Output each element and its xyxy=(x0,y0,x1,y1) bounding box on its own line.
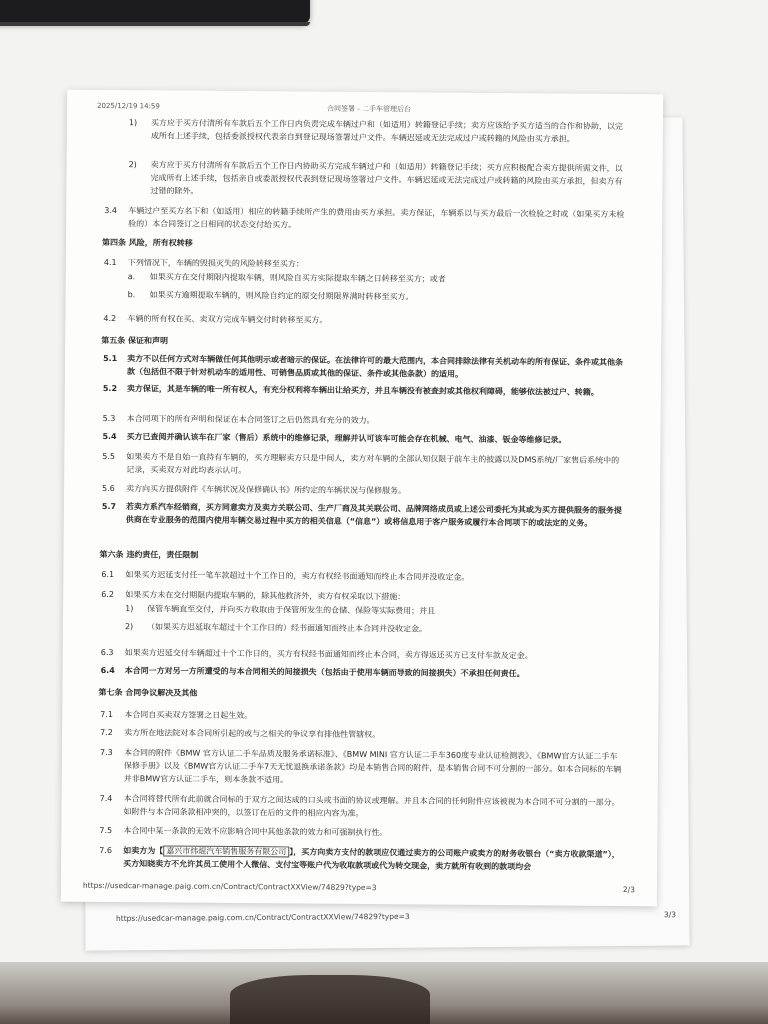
section-heading: 第七条 合同争议解决及其他 xyxy=(98,687,198,698)
print-datetime: 2025/12/19 14:59 xyxy=(97,101,160,111)
clause-number: 7.6 xyxy=(99,845,112,856)
clause-text: 如果卖方迟延交付车辆超过十个工作日的，买方有权经书面通知而终止本合同，卖方得返还买方已支付车款及定金。 xyxy=(124,648,533,661)
clause-number: 6.3 xyxy=(100,647,114,658)
clause-number: 7.5 xyxy=(99,825,113,836)
clause-text: 本合同中某一条款的无效不应影响合同中其他条款的效力和可强制执行性。 xyxy=(123,826,388,838)
clause-number: 5.5 xyxy=(102,451,116,462)
clause-text: 如果买方在交付期限内提取车辆，则风险自买方实际提取车辆之日转移至买方；或者 xyxy=(149,272,446,284)
clause-text: 本合同一方对另一方所遭受的与本合同相关的间接损失（包括由于使用车辆而导致的间接损失）不承担任何责任。 xyxy=(124,666,525,679)
print-footer xyxy=(83,881,635,894)
item-number: a. xyxy=(127,272,136,282)
clause-text: 本合同将替代所有此前就合同标的于双方之间达成的口头或书面的协议或理解。并且本合同的任何附件应该被视为本合同不可分割的一部分。如附件与本合同条款相冲突的，以签订在后的文件的相应内容为准。 xyxy=(123,794,620,819)
clause-text: 卖方保证，其是车辆的唯一所有权人，有充分权利将车辆出让给买方，并且车辆没有被查封或其他权利障碍，能够依法被过户、转籍。 xyxy=(126,384,599,397)
clause-number: 5.7 xyxy=(101,501,117,512)
clause-text-end: 】，买方向卖方支付的款项应仅通过卖方的公司账户或卖方的财务收银台（“卖方收款渠道”），买方知晓卖方不允许其员工使用个人微信、支付宝等账户代为收取款项或代为转交现金，卖方就所有收到的款项均会 xyxy=(123,847,620,872)
clause-number: 3.4 xyxy=(104,205,118,216)
clause-number: 7.4 xyxy=(99,793,113,804)
clause-text: 卖方所在地法院对本合同所引起的或与之相关的争议享有排他性管辖权。 xyxy=(124,728,381,740)
clause-text: 卖方向买方提供附件《车辆状况及保修确认书》所约定的车辆状况与保修服务。 xyxy=(126,484,407,496)
clause-text: 如果买方逾期提取车辆的，则风险自约定的原交付期限界满时转移至买方。 xyxy=(149,290,414,302)
clause-number: 6.2 xyxy=(101,589,115,600)
item-number: 2) xyxy=(128,160,137,170)
clause-text: 如果买方迟延支付任一笔车款超过十个工作日的，卖方有权经书面通知而终止本合同并没收定金。 xyxy=(125,570,470,582)
section-heading: 第四条 风险，所有权转移 xyxy=(101,237,193,248)
print-header xyxy=(97,102,633,114)
item-number: 1) xyxy=(125,604,134,614)
clause-text: 下列情况下，车辆的毁损灭失的风险转移至买方： xyxy=(127,258,304,269)
clause-text: 如果买方未在交付期限内提取车辆的，除其他救济外，卖方有权采取以下措施： xyxy=(125,590,406,602)
clause-number: 5.2 xyxy=(102,383,118,394)
clause-text: 买方应于买方付清所有车款后五个工作日内负责完成车辆过户和（如适用）转籍登记手续；卖方应该给予买方适当的合作和协助，以完成所有上述手续，包括委派授权代表亲自到登记现场签署过户文件。车辆迟延或无法完成过户或转籍的风险由买方承担。 xyxy=(150,118,623,144)
company-name-box: 嘉兴市炜焜汽车销售服务有限公司 xyxy=(163,845,289,857)
clause-text: 车辆过户至买方名下和（如适用）相应的转籍手续所产生的费用由买方承担。卖方保证，车辆系以与买方最后一次检验之时或（如果买方未检验的）本合同签订之日相同的状态交付给买方。 xyxy=(128,206,625,230)
print-title: 合同签署 - 二手车管理后台 xyxy=(327,104,412,114)
section-heading: 第六条 违约责任，责任限制 xyxy=(99,549,199,560)
clause-number: 6.4 xyxy=(100,665,115,676)
back-page-url: https://usedcar-manage.paig.com.cn/Contract/ContractXXView/74829?type=3 xyxy=(115,911,410,923)
clause-text: 卖方应于买方付清所有车款后五个工作日内协助买方完成车辆过户和（如适用）转籍登记手续；买方应积极配合卖方提供所需文件，以完成所有上述手续，包括亲自或委派授权代表到登记现场签署过户文件。车辆迟延或无法完成过户或转籍的风险由买方承担，但卖方有过错的除外。 xyxy=(150,160,623,196)
back-page-number: 3/3 xyxy=(663,910,677,920)
clause-text: 车辆的所有权在买、卖双方完成车辆交付时转移至买方。 xyxy=(127,314,328,325)
clause-number: 4.1 xyxy=(103,257,117,268)
page-number: 2/3 xyxy=(622,885,635,895)
clause-number: 5.6 xyxy=(102,483,115,494)
clause-number: 4.2 xyxy=(103,313,117,324)
clause-number: 5.4 xyxy=(102,431,117,442)
clause-number: 7.2 xyxy=(100,727,113,738)
clause-number: 5.3 xyxy=(102,413,116,424)
clause-text: 本合同的附件《BMW 官方认证二手车品质及服务承诺标准》、《BMW MINI 官方认证二手车360度专业认证检测表》、《BMW官方认证二手车保修手册》以及《BMW官方认证二手车7天无忧退换承诺条款》均是本销售合同的附件，是本销售合同不可分割的一部分。如本合同标的车辆并非BMW官方认证二手车，则本条款不适用。 xyxy=(123,748,622,785)
item-number: 2) xyxy=(124,622,134,632)
clause-number: 5.1 xyxy=(103,353,118,364)
item-number: 1) xyxy=(128,118,138,128)
clause-text: 本合同自买卖双方签署之日起生效。 xyxy=(124,710,253,721)
floor-shadow xyxy=(230,975,430,1024)
footer-url: https://usedcar-manage.paig.com.cn/Contract/ContractXXView/74829?type=3 xyxy=(82,880,377,893)
clause-text: 本合同项下的所有声明和保证在本合同签订之后仍然具有充分的效力。 xyxy=(126,414,375,426)
clause-text: （如果买方迟延取车超过十个工作日的）经书面通知而终止本合同并没收定金。 xyxy=(146,622,428,634)
item-number: b. xyxy=(127,290,136,300)
clause-number: 7.3 xyxy=(99,747,113,758)
clause-text-start: 如卖方为【 xyxy=(123,846,164,856)
section-heading: 第五条 保证和声明 xyxy=(101,335,169,346)
clause-text: 卖方不以任何方式对车辆做任何其他明示或者暗示的保证。在法律许可的最大范围内，本合同排除法律有关机动车的所有保证、条件或其他条款（包括但不限于针对机动车的适用性、可销售品质或其他的保证、条件或其他条款）的适用。 xyxy=(126,354,624,379)
clause-text: 如果卖方不是自始一直持有车辆的，买方理解卖方只是中间人，卖方对车辆的全部认知仅限于前车主的披露以及DMS系统/厂家售后系统中的记录，买卖双方对此均表示认可。 xyxy=(126,452,620,476)
clause-text: 保管车辆直至交付，并向买方收取由于保管所发生的仓储、保险等实际费用；并且 xyxy=(147,604,436,616)
laptop-edge xyxy=(0,22,310,26)
laptop-corner xyxy=(0,0,310,24)
clause-text: 若卖方系汽车经销商，买方同意卖方及卖方关联公司、生产厂商及其关联公司、品牌网络成员或上述公司委托为其或为买方提供服务的服务提供商在专业服务的范围内使用车辆交易过程中买方的相关信息（“信息”）或将信息用于客户服务或履行本合同项下的或法定的义务。 xyxy=(125,502,622,528)
clause-text: 买方已查阅并确认该车在厂家（售后）系统中的维修记录，理解并认可该车可能会存在机械、电气、油漆、钣金等维修记录。 xyxy=(126,432,567,445)
clause-number: 6.1 xyxy=(101,569,115,580)
clause-text xyxy=(123,844,623,874)
contract-page xyxy=(61,90,663,907)
clause-number: 7.1 xyxy=(100,709,114,720)
